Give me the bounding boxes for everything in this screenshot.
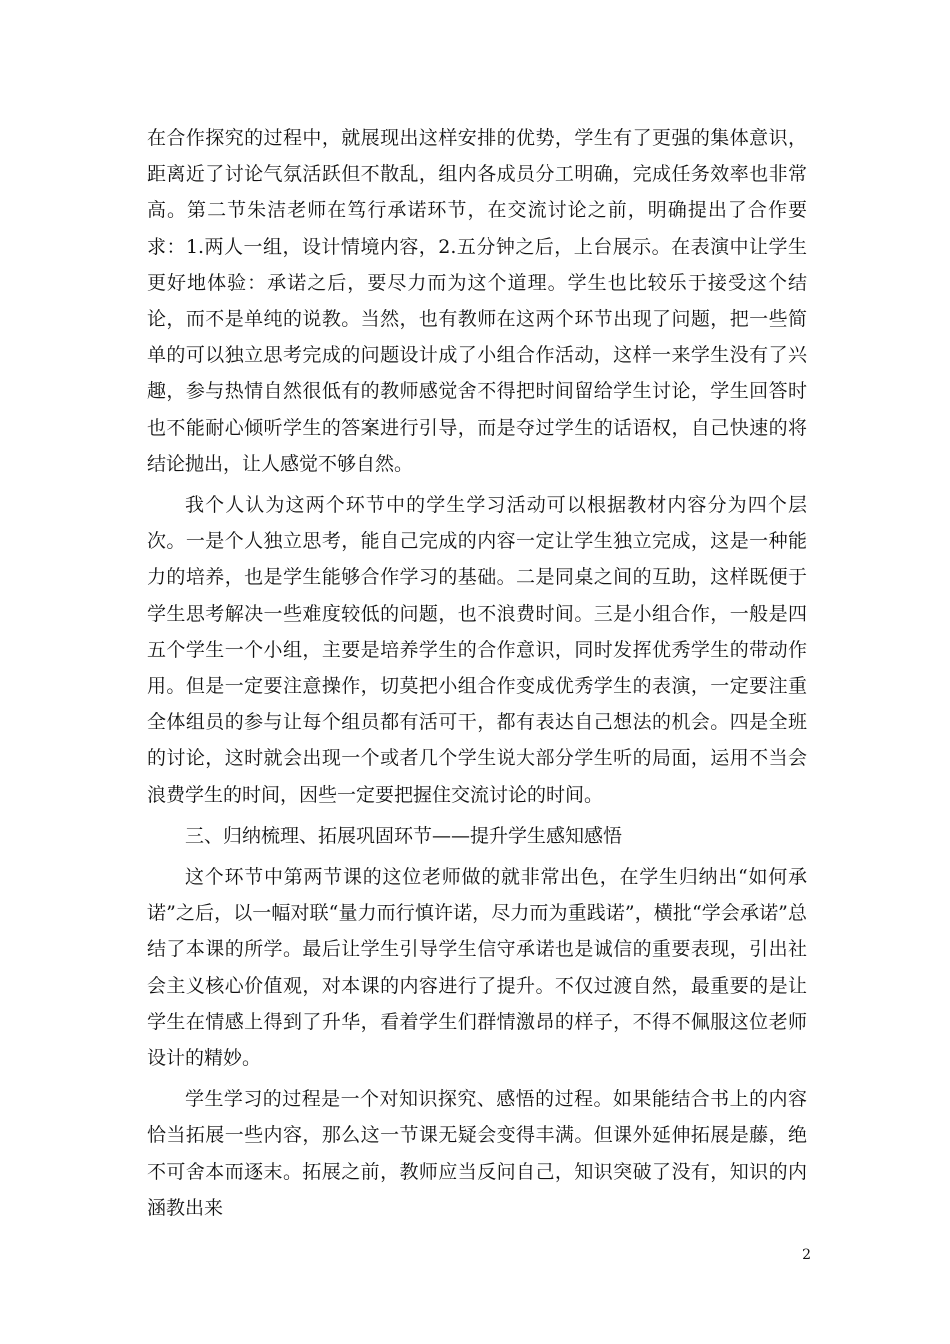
body-text [147, 120, 807, 1231]
paragraph-2: 我个人认为这两个环节中的学生学习活动可以根据教材内容分为四个层次。一是个人独立思考，能自己完成的内容一定让学生独立完成，这是一种能力的培养，也是学生能够合作学习的基础。二是同桌之间的互助，这样既便于学生思考解决一些难度较低的问题，也不浪费时间。三是小组合作，一般是四五个学生一个小组，主要是培养学生的合作意识，同时发挥优秀学生的带动作用。但是一定要注意操作，切莫把小组合作变成优秀学生的表演，一定要注重全体组员的参与让每个组员都有活可干，都有表达自己想法的机会。四是全班的讨论，这时就会出现一个或者几个学生说大部分学生听的局面，运用不当会浪费学生的时间，因些一定要把握住交流讨论的时间。 [147, 494, 807, 806]
page-number: 2 [802, 1247, 811, 1263]
paragraph-3: 这个环节中第两节课的这位老师做的就非常出色，在学生归纳出“如何承诺”之后，以一幅对联“量力而行慎许诺，尽力而为重践诺”，横批“学会承诺”总结了本课的所学。最后让学生引导学生信守承诺也是诚信的重要表现，引出社会主义核心价值观，对本课的内容进行了提升。不仅过渡自然，最重要的是让学生在情感上得到了升华，看着学生们群情激昂的样子，不得不佩服这位老师设计的精妙。 [147, 866, 807, 1070]
paragraph-4: 学生学习的过程是一个对知识探究、感悟的过程。如果能结合书上的内容恰当拓展一些内容，那么这一节课无疑会变得丰满。但课外延伸拓展是藤，绝不可舍本而逐末。拓展之前，教师应当反问自己，知识突破了没有，知识的内涵教出来 [147, 1088, 807, 1219]
section-heading: 三、归纳梳理、拓展巩固环节——提升学生感知感悟 [185, 824, 623, 847]
paragraph-1: 在合作探究的过程中，就展现出这样安排的优势，学生有了更强的集体意识，距离近了讨论气氛活跃但不散乱，组内各成员分工明确，完成任务效率也非常高。第二节朱洁老师在笃行承诺环节，在交流讨论之前，明确提出了合作要求：1.两人一组，设计情境内容，2.五分钟之后，上台展示。在表演中让学生更好地体验：承诺之后，要尽力而为这个道理。学生也比较乐于接受这个结论，而不是单纯的说教。当然，也有教师在这两个环节出现了问题，把一些简单的可以独立思考完成的问题设计成了小组合作活动，这样一来学生没有了兴趣，参与热情自然很低有的教师感觉舍不得把时间留给学生讨论，学生回答时也不能耐心倾听学生的答案进行引导，而是夺过学生的话语权，自己快速的将结论抛出，让人感觉不够自然。 [147, 127, 807, 475]
